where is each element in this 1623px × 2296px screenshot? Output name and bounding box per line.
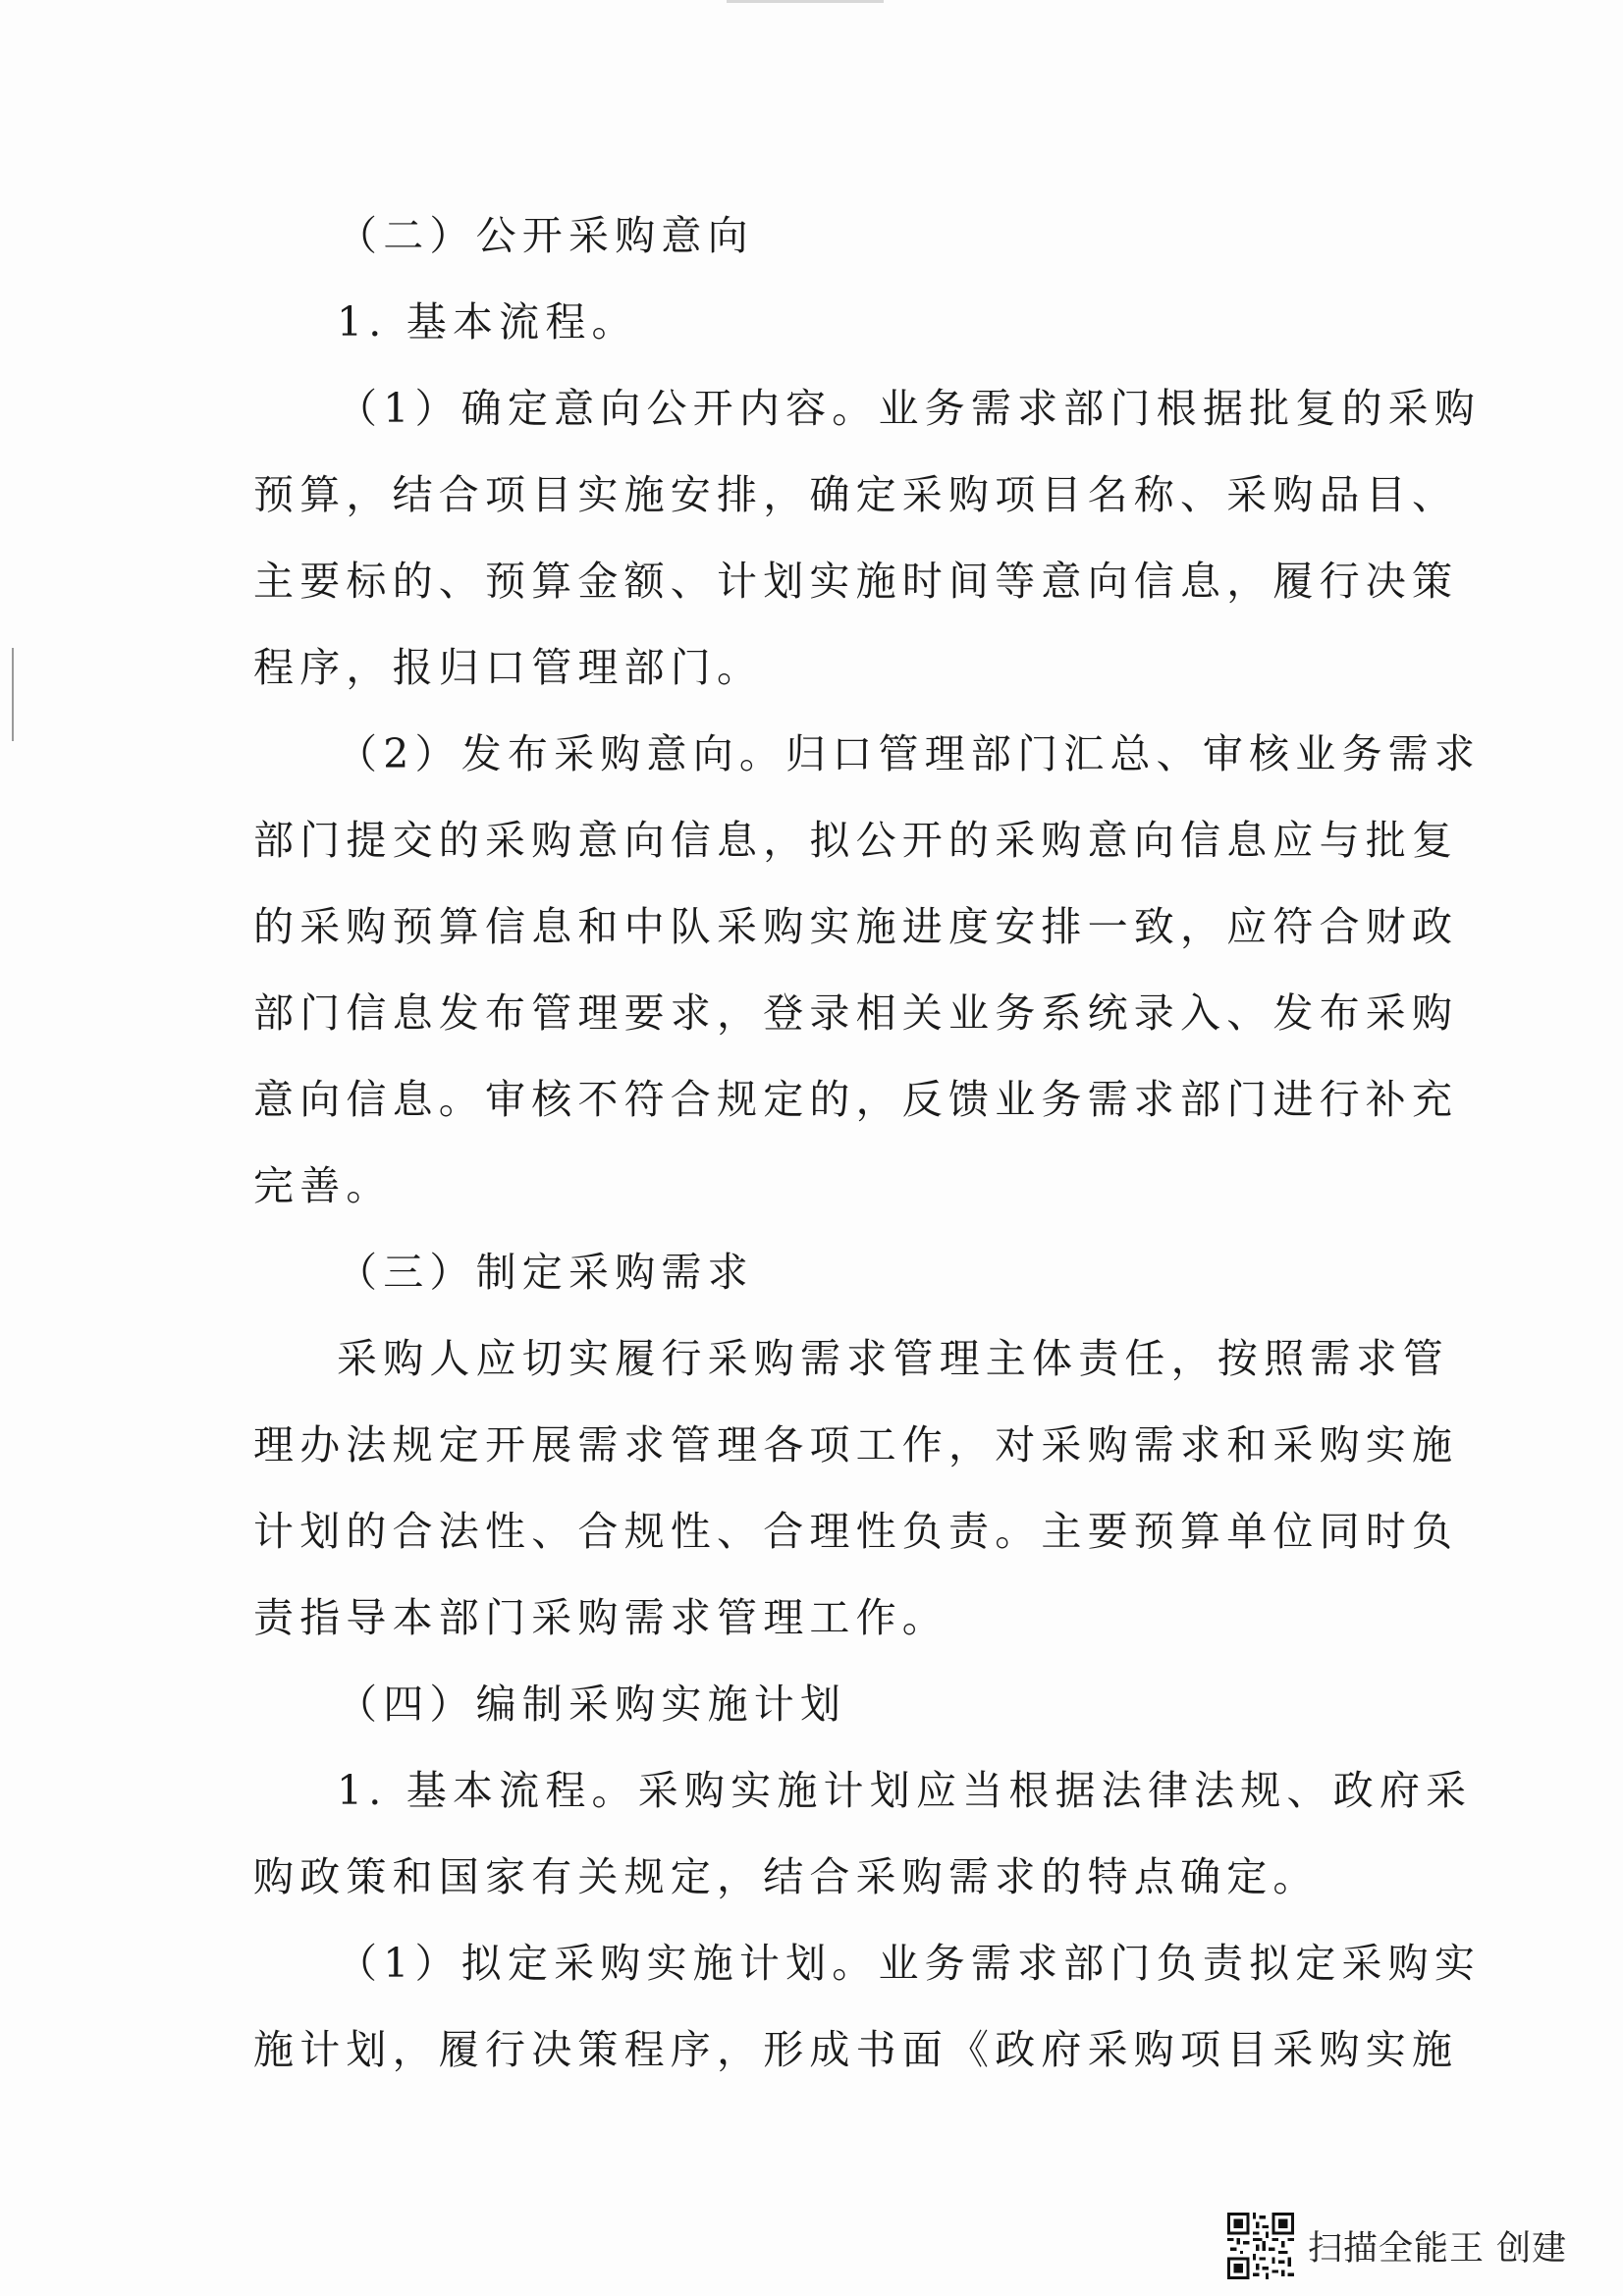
document-body (253, 192, 1482, 2093)
paragraph-line: 计划的合法性、合规性、合理性负责。主要预算单位同时负 (253, 1508, 1459, 1555)
qr-code-icon (1227, 2213, 1294, 2279)
section-heading-4: （四）编制采购实施计划 (337, 1681, 847, 1728)
paragraph-line: 理办法规定开展需求管理各项工作，对采购需求和采购实施 (253, 1421, 1459, 1468)
paragraph-line: 施计划，履行决策程序，形成书面《政府采购项目采购实施 (253, 2026, 1459, 2073)
paragraph-line: 部门提交的采购意向信息，拟公开的采购意向信息应与批复 (253, 817, 1459, 864)
paragraph-line: 的采购预算信息和中队采购实施进度安排一致，应符合财政 (253, 903, 1459, 950)
paragraph-line: 购政策和国家有关规定，结合采购需求的特点确定。 (253, 1853, 1320, 1900)
paragraph-line: 预算，结合项目实施安排，确定采购项目名称、采购品目、 (253, 471, 1459, 518)
scan-artifact-top (727, 0, 884, 3)
camscanner-watermark (1227, 2211, 1567, 2281)
paragraph-line: 意向信息。审核不符合规定的，反馈业务需求部门进行补充 (253, 1076, 1459, 1123)
paragraph-line: 部门信息发布管理要求，登录相关业务系统录入、发布采购 (253, 989, 1459, 1037)
paragraph-line: 1. 基本流程。 (337, 298, 638, 346)
paragraph-line: 完善。 (253, 1162, 393, 1209)
paragraph-line: （1）拟定采购实施计划。业务需求部门负责拟定采购实 (337, 1940, 1482, 1987)
watermark-text: 扫描全能王 创建 (1308, 2229, 1568, 2269)
paragraph-line: 主要标的、预算金额、计划实施时间等意向信息，履行决策 (253, 558, 1459, 605)
paragraph-line: （2）发布采购意向。归口管理部门汇总、审核业务需求 (337, 730, 1482, 777)
paragraph-line: 程序，报归口管理部门。 (253, 644, 764, 691)
scan-artifact-left-edge (12, 648, 14, 741)
paragraph-line: （1）确定意向公开内容。业务需求部门根据批复的采购 (337, 385, 1482, 432)
paragraph-line: 1. 基本流程。采购实施计划应当根据法律法规、政府采 (337, 1767, 1473, 1814)
paragraph-line: 责指导本部门采购需求管理工作。 (253, 1594, 948, 1641)
section-heading-3: （三）制定采购需求 (337, 1249, 754, 1296)
paragraph-line: 采购人应切实履行采购需求管理主体责任，按照需求管 (337, 1335, 1449, 1382)
section-heading-2: （二）公开采购意向 (337, 212, 754, 259)
